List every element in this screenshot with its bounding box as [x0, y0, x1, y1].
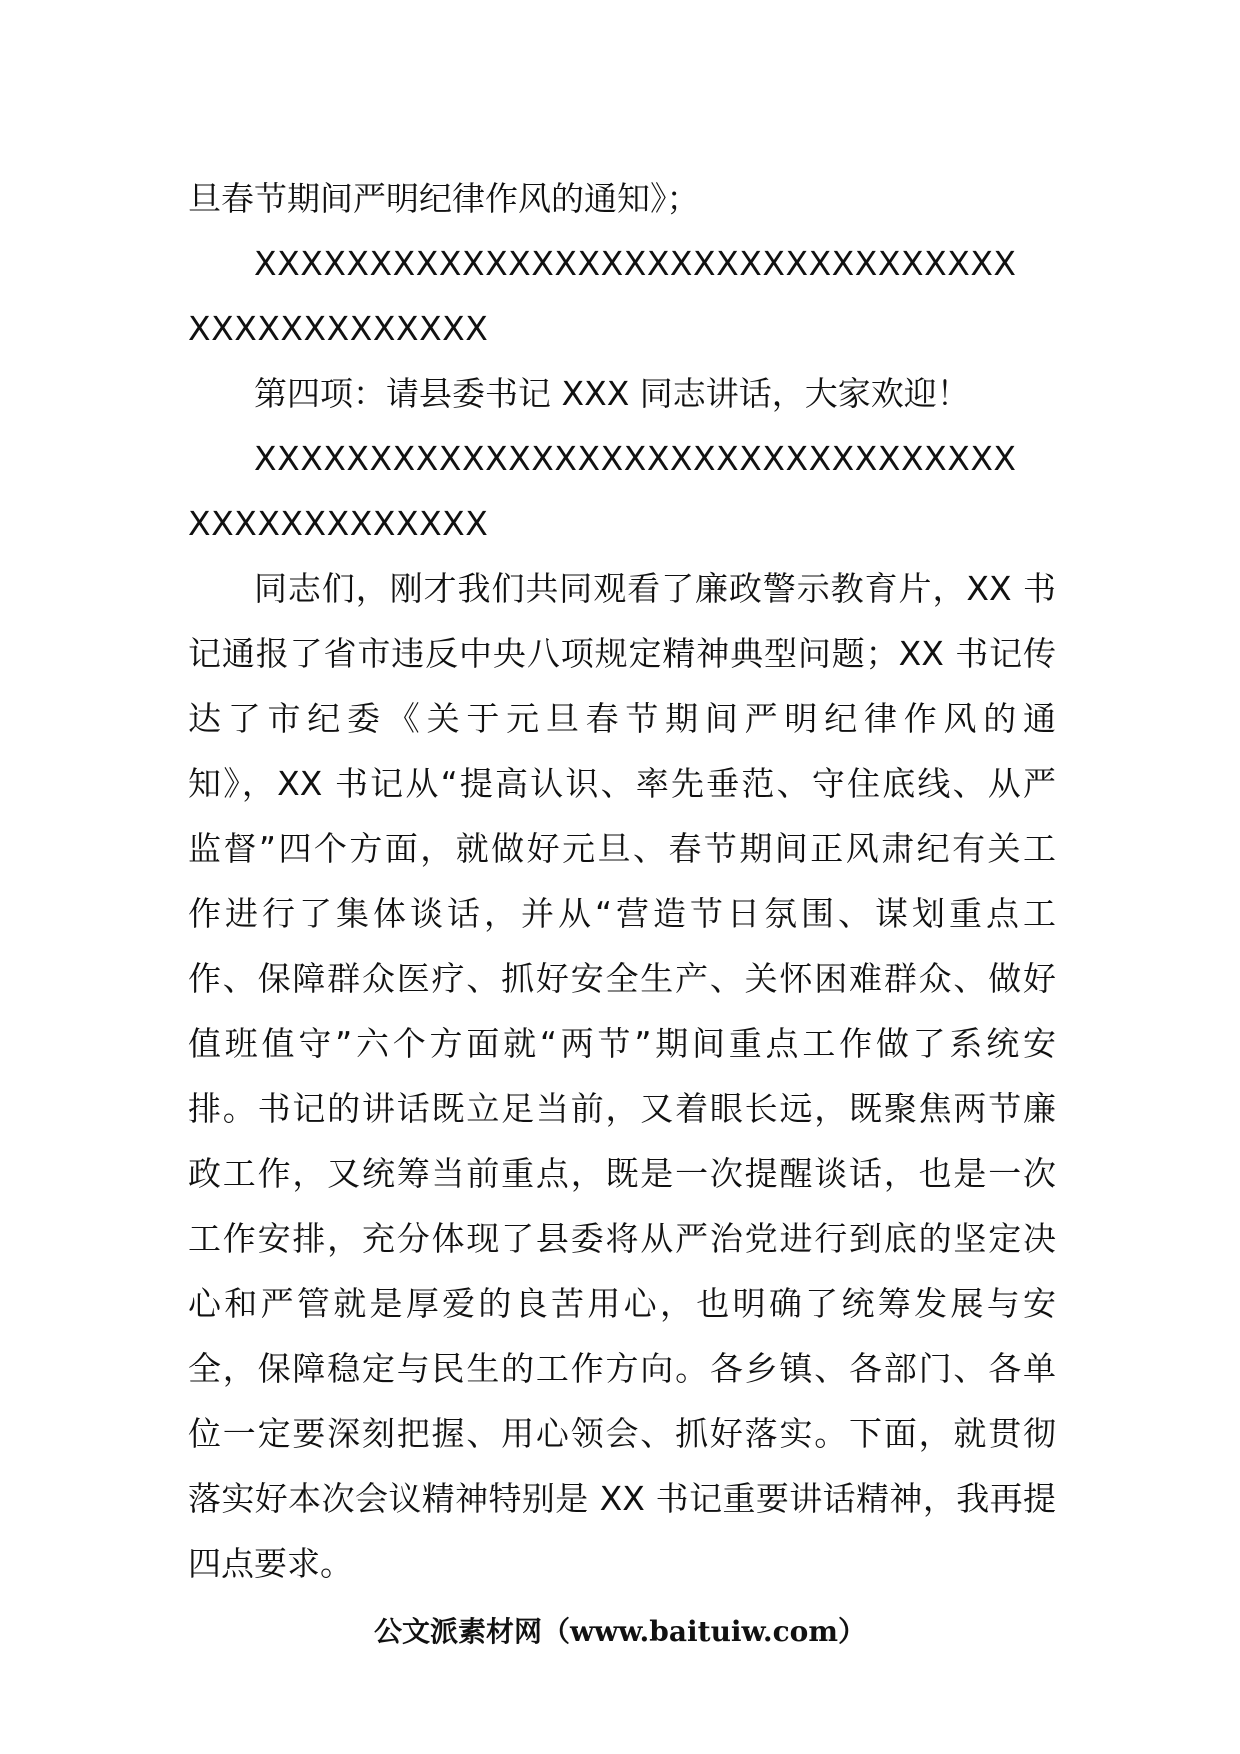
text-line: 旦春节期间严明纪律作风的通知》； [188, 179, 700, 218]
placeholder-line: XXXXXXXXXXXXXXXXXXXXXXXXXXXXXXXXX [254, 439, 1017, 478]
paragraph-line: 作、保障群众医疗、抓好安全生产、关怀困难群众、做好 [188, 959, 1056, 998]
paragraph-line: 四点要求。 [188, 1544, 353, 1583]
paragraph-line: 知》，XX 书记从“提高认识、率先垂范、守住底线、从严 [188, 764, 1056, 803]
paragraph-line: 同志们，刚才我们共同观看了廉政警示教育片，XX 书 [254, 569, 1056, 608]
placeholder-line: XXXXXXXXXXXXXXXXXXXXXXXXXXXXXXXXX [254, 244, 1017, 283]
paragraph-line: 排。书记的讲话既立足当前，又着眼长远，既聚焦两节廉 [188, 1089, 1056, 1128]
paragraph-line: 作进行了集体谈话，并从“营造节日氛围、谋划重点工 [188, 894, 1056, 933]
paragraph-line: 值班值守”六个方面就“两节”期间重点工作做了系统安 [188, 1024, 1056, 1063]
paragraph-line: 落实好本次会议精神特别是 XX 书记重要讲话精神，我再提 [188, 1479, 1056, 1518]
paragraph-line: 政工作，又统筹当前重点，既是一次提醒谈话，也是一次 [188, 1154, 1056, 1193]
paragraph-line: 工作安排，充分体现了县委将从严治党进行到底的坚定决 [188, 1219, 1056, 1258]
document-body [188, 166, 1056, 1596]
footer-watermark: 公文派素材网（www.baituiw.com） [374, 1615, 866, 1648]
paragraph-line: 监督”四个方面，就做好元旦、春节期间正风肃纪有关工 [188, 829, 1056, 868]
paragraph-line: 心和严管就是厚爱的良苦用心，也明确了统筹发展与安 [188, 1284, 1056, 1323]
paragraph-line: 位一定要深刻把握、用心领会、抓好落实。下面，就贯彻 [188, 1414, 1056, 1453]
paragraph-line: 达了市纪委《关于元旦春节期间严明纪律作风的通 [188, 699, 1056, 738]
placeholder-line: XXXXXXXXXXXXX [188, 504, 489, 543]
paragraph-line: 记通报了省市违反中央八项规定精神典型问题；XX 书记传 [188, 634, 1056, 673]
agenda-item-four: 第四项：请县委书记 XXX 同志讲话，大家欢迎！ [254, 374, 970, 413]
paragraph-line: 全，保障稳定与民生的工作方向。各乡镇、各部门、各单 [188, 1349, 1056, 1388]
placeholder-line: XXXXXXXXXXXXX [188, 309, 489, 348]
